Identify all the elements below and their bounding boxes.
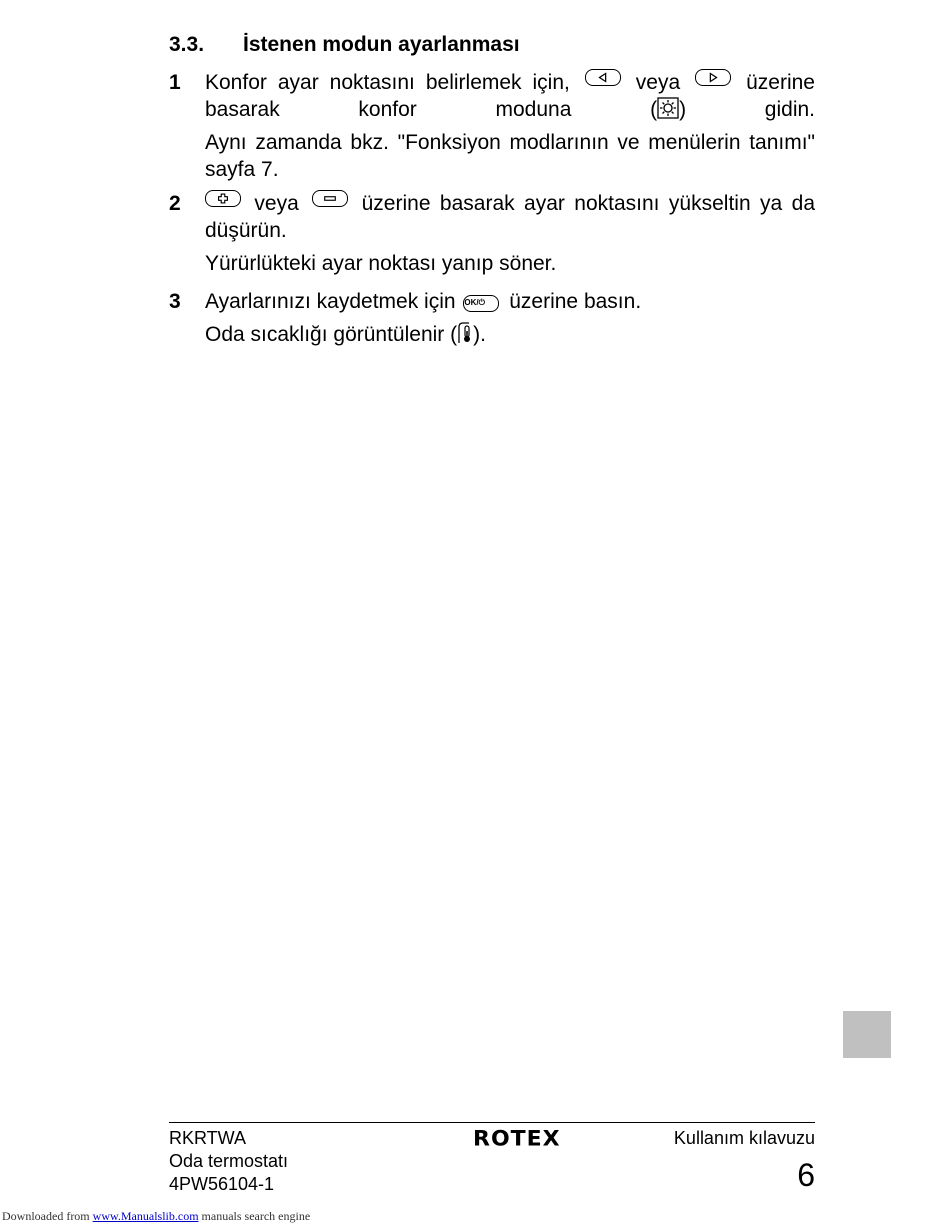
right-arrow-key-icon: [695, 69, 731, 86]
step-1: [169, 69, 815, 183]
plus-key-icon: [205, 190, 241, 207]
step-note: Aynı zamanda bkz. "Fonksiyon modlarının ve menülerin tanımı" sayfa 7.: [205, 131, 815, 181]
footer-product: Oda termostatı: [169, 1151, 289, 1171]
step-text: [205, 190, 815, 244]
step-number: 1: [169, 71, 181, 94]
step-text-part: Ayarlarınızı kaydetmek için: [205, 290, 456, 313]
step-text-part: üzerine basın.: [509, 290, 642, 313]
manualslib-link[interactable]: www.Manualslib.com: [92, 1209, 199, 1223]
step-text-part: ) gidin.: [679, 98, 815, 121]
step-text-part: üzerine basarak konfor moduna (: [205, 71, 815, 121]
step-2: [169, 190, 815, 277]
download-prefix: Downloaded from: [2, 1209, 90, 1223]
footer-left: [169, 1127, 288, 1196]
download-notice: [2, 1209, 310, 1224]
step-text-part: veya: [635, 71, 681, 94]
download-suffix: manuals search engine: [201, 1209, 311, 1223]
page-number: 6: [797, 1157, 815, 1193]
footer-model: RKRTWA: [169, 1128, 247, 1148]
chapter-tab: [843, 1011, 891, 1058]
footer-code: 4PW56104-1: [169, 1174, 275, 1194]
ok-key-label: OK/: [464, 298, 479, 307]
left-arrow-key-icon: [585, 69, 621, 86]
step-text: [205, 69, 815, 123]
ok-key-icon: OK/⏻: [463, 295, 499, 312]
step-text: [205, 288, 815, 315]
footer-doc-type: Kullanım kılavuzu: [673, 1128, 815, 1148]
section-number: 3.3.: [169, 33, 205, 56]
step-number: 2: [169, 192, 181, 215]
step-text-part: ).: [473, 323, 486, 346]
step-text-part: Konfor ayar noktasını belirlemek için,: [205, 71, 570, 94]
minus-key-icon: [312, 190, 348, 207]
step-3: [169, 288, 815, 348]
thermometer-icon: [457, 322, 473, 344]
step-number: 3: [169, 290, 181, 313]
step-text-part: Oda sıcaklığı görüntülenir (: [205, 323, 458, 346]
section-title: İstenen modun ayarlanması: [243, 33, 520, 56]
step-note: [205, 321, 815, 348]
step-text-part: veya: [254, 192, 299, 215]
footer-divider: [169, 1122, 815, 1123]
section-heading: [169, 30, 520, 60]
sun-comfort-icon: [657, 97, 679, 119]
rotex-logo: ROTEX: [473, 1127, 561, 1152]
step-text-part: üzerine basarak ayar noktasını yükseltin ya da düşürün.: [205, 192, 815, 242]
step-note: Yürürlükteki ayar noktası yanıp söner.: [205, 252, 557, 275]
